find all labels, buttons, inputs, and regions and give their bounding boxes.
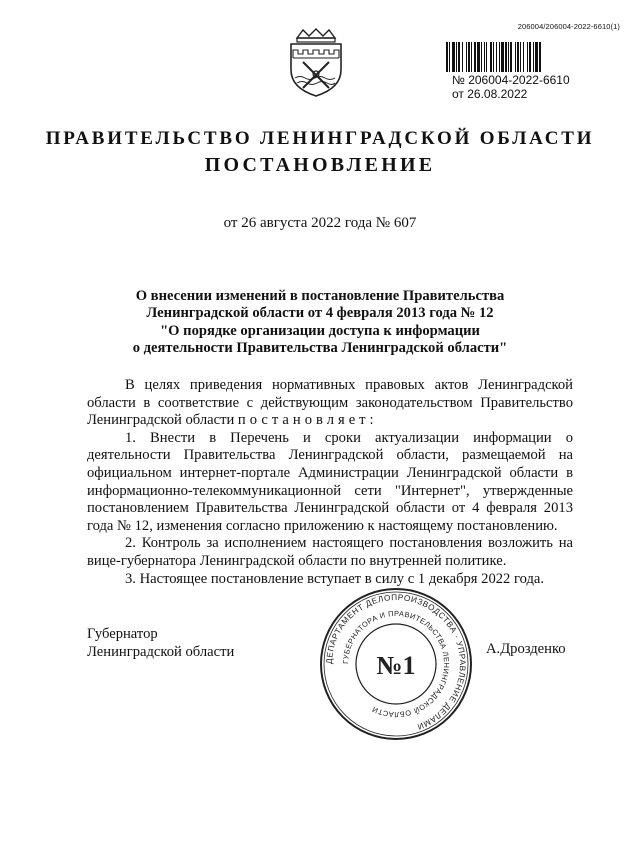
barcode-bar [505, 42, 507, 72]
barcode-bar [452, 42, 455, 72]
preamble-paragraph [87, 377, 573, 430]
seal-outer-text: ДЕПАРТАМЕНТ ДЕЛОПРОИЗВОДСТВА · УПРАВЛЕНИЕ ДЕЛАМИ [324, 592, 468, 732]
barcode-bar [477, 42, 480, 72]
barcode-bar [446, 42, 448, 72]
barcode-icon [446, 42, 578, 72]
subject-line: О внесении изменений в постановление Правительства [135, 288, 505, 304]
barcode-bar [466, 42, 467, 72]
document-reference-code: 206004/206004-2022-6610(1) [517, 22, 620, 31]
official-round-seal [318, 586, 474, 742]
barcode-bar [486, 42, 487, 72]
barcode-bar [496, 42, 497, 72]
signer-position-line: Ленинградской области [87, 644, 235, 660]
barcode-bar [533, 42, 534, 72]
barcode-bar [468, 42, 470, 72]
signer-name: А.Дрозденко [486, 641, 566, 657]
barcode-bar [515, 42, 516, 72]
barcode-bar [490, 42, 492, 72]
barcode-bar [510, 42, 512, 72]
resolution-subject [0, 288, 640, 357]
subject-line: Ленинградской области от 4 февраля 2013 года № 12 [146, 305, 494, 322]
registration-number: № 206004-2022-6610 [452, 73, 570, 87]
registration-block [452, 73, 570, 101]
barcode-bar [499, 42, 500, 72]
barcode-bar [481, 42, 482, 72]
barcode-bar [449, 42, 450, 72]
barcode-bar [456, 42, 457, 72]
subject-line: о деятельности Правительства Ленинградской области" [132, 339, 508, 356]
barcode-bar [517, 42, 519, 72]
barcode-bar [535, 42, 538, 72]
barcode-bar [520, 42, 521, 72]
resolution-date-number: от 26 августа 2022 года № 607 [223, 215, 417, 231]
barcode-bar [458, 42, 460, 72]
government-title: ПРАВИТЕЛЬСТВО ЛЕНИНГРАДСКОЙ ОБЛАСТИ [45, 128, 595, 149]
body-item: 1. Внести в Перечень и сроки актуализации информации о деятельности Правительства Ленинградской области, размещаемой на официальном интернет-портале Администрации Ленинградской области в информационно-телекоммуникационной сети "Интернет", утвержденные постановлением Правительства Ленинградской области от 4 февраля 2013 года № 12, изменения согласно приложению к настоящему постановлению. [87, 429, 573, 534]
subject-line: "О порядке организации доступа к информации [160, 322, 480, 339]
barcode-bar [508, 42, 509, 72]
signer-position-line: Губернатор [87, 626, 158, 642]
barcode-bar [501, 42, 504, 72]
barcode-bar [484, 42, 485, 72]
leningrad-oblast-coat-of-arms-icon [283, 28, 349, 98]
registration-date: от 26.08.2022 [452, 87, 528, 101]
seal-center-number: №1 [376, 651, 416, 680]
resolves-word: постановляет: [237, 412, 378, 429]
body-item: 2. Контроль за исполнением настоящего постановления возложить на вице-губернатора Ленинградской области по внутренней политике. [87, 535, 573, 569]
barcode-bar [471, 42, 472, 72]
barcode-bar [539, 42, 541, 72]
barcode-bar [462, 42, 463, 72]
signer-position [87, 625, 234, 661]
document-type-title: ПОСТАНОВЛЕНИЕ [204, 154, 436, 176]
seal-inner-text: ГУБЕРНАТОРА И ПРАВИТЕЛЬСТВА ЛЕНИНГРАДСКОЙ ОБЛАСТИ [340, 608, 452, 720]
body-item: 3. Настоящее постановление вступает в силу с 1 декабря 2022 года. [125, 570, 545, 587]
barcode-bar [474, 42, 476, 72]
resolution-body [87, 377, 573, 588]
barcode-bar [527, 42, 528, 72]
barcode-bar [493, 42, 494, 72]
preamble-text: В целях приведения нормативных правовых актов Ленинградской области в соответствие с действующим законодательством Правительство Ленинградской области [87, 377, 573, 429]
barcode-bar [523, 42, 524, 72]
barcode-bar [529, 42, 531, 72]
